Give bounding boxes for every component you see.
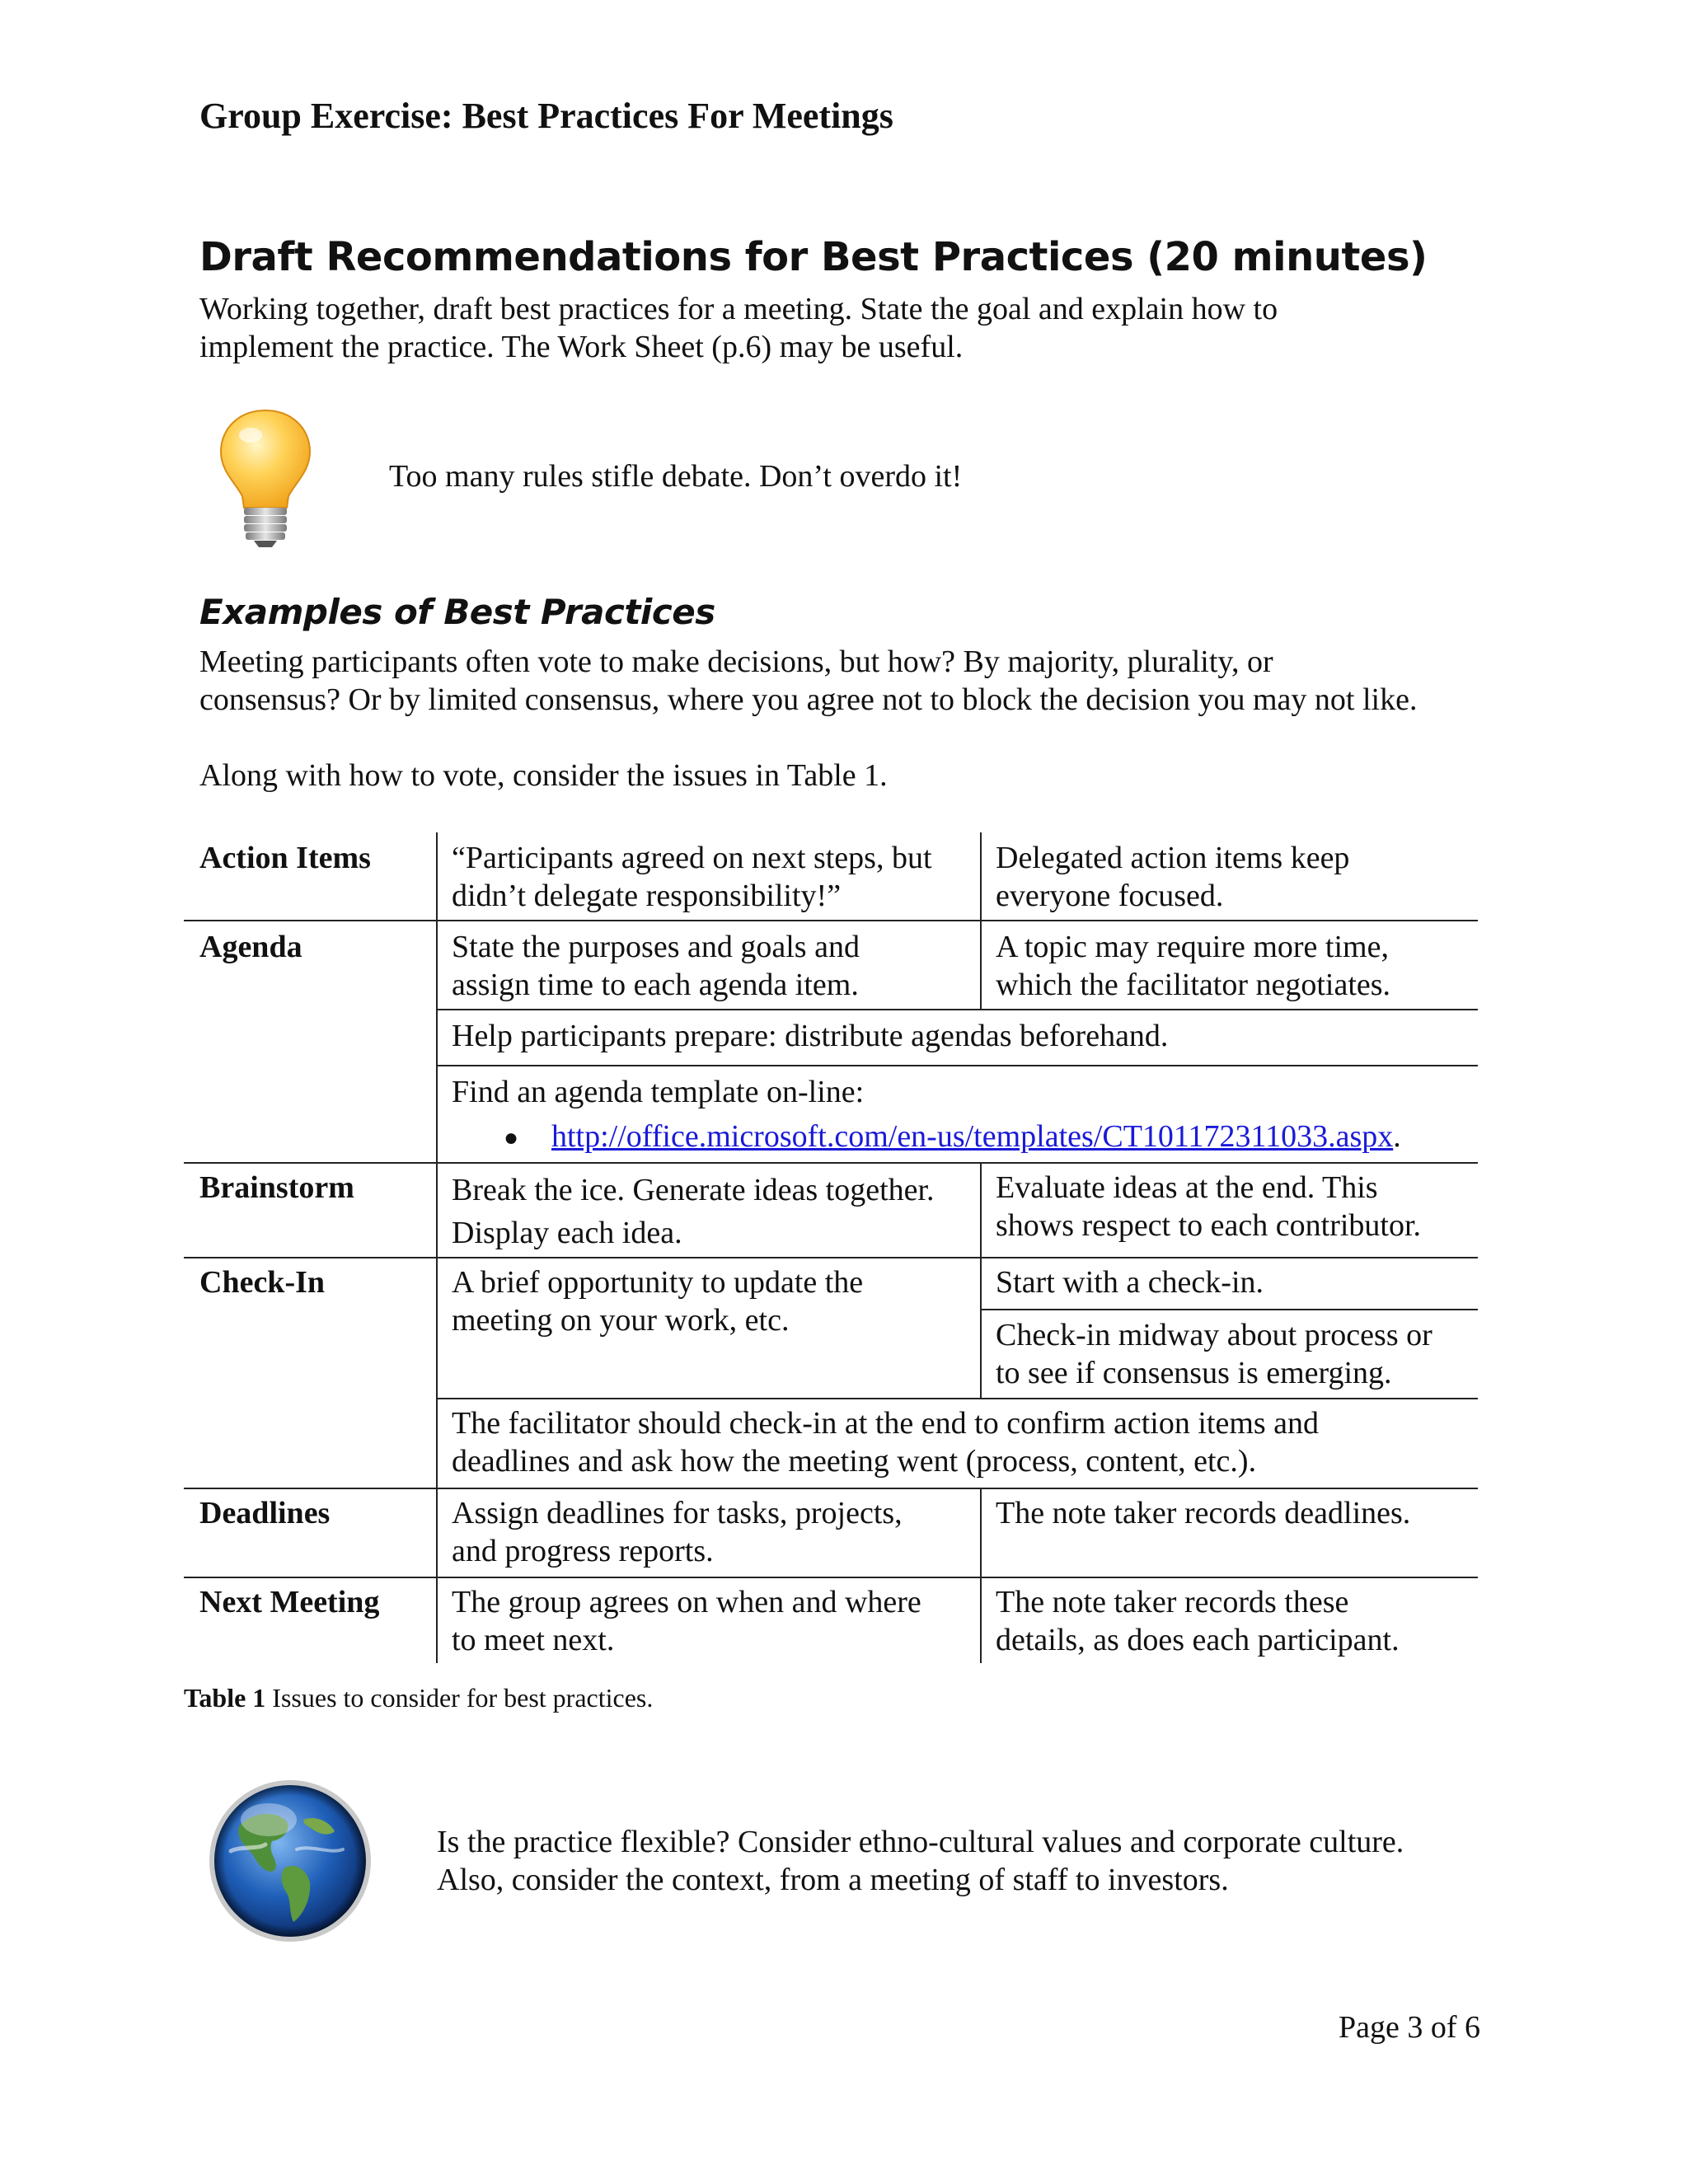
agenda-col2-line1: State the purposes and goals and xyxy=(452,930,860,964)
table-caption xyxy=(184,1683,653,1713)
link-period: . xyxy=(1393,1119,1401,1154)
agenda-col2-line2: assign time to each agenda item. xyxy=(452,968,859,1002)
deadlines-col3: The note taker records deadlines. xyxy=(996,1496,1411,1530)
check-in-col2-line1: A brief opportunity to update the xyxy=(452,1265,864,1300)
check-in-end xyxy=(452,1404,1319,1480)
row-label-action-items: Action Items xyxy=(199,841,371,875)
table-rule xyxy=(980,1162,982,1398)
draft-intro-line2: implement the practice. The Work Sheet (p.6) may be useful. xyxy=(199,330,964,364)
tip-text: Too many rules stifle debate. Don’t overdo it! xyxy=(389,459,963,494)
action-items-col2-line1: “Participants agreed on next steps, but xyxy=(452,841,932,875)
agenda-col3 xyxy=(996,928,1390,1004)
row-label-check-in: Check-In xyxy=(199,1265,326,1300)
agenda-template: Find an agenda template on-line: xyxy=(452,1075,865,1109)
table-rule xyxy=(436,1398,1478,1399)
bullet-dot: ● xyxy=(504,1124,519,1151)
table-rule xyxy=(436,1009,1478,1010)
next-meeting-col3-line1: The note taker records these xyxy=(996,1585,1349,1619)
globe-note-line1: Is the practice flexible? Consider ethno-cultural values and corporate culture. xyxy=(437,1825,1404,1859)
agenda-template-link-item xyxy=(551,1118,1401,1155)
brainstorm-col3-line1: Evaluate ideas at the end. This xyxy=(996,1170,1378,1205)
next-meeting-col3 xyxy=(996,1583,1400,1659)
draft-intro-line1: Working together, draft best practices for a meeting. State the goal and explain how to xyxy=(199,292,1278,326)
check-in-midway-line2: to see if consensus is emerging. xyxy=(996,1356,1392,1390)
deadlines-col2-line2: and progress reports. xyxy=(452,1534,714,1568)
brainstorm-col2-line1: Break the ice. Generate ideas together. xyxy=(452,1173,935,1207)
table-rule xyxy=(184,1162,1478,1164)
examples-line2: consensus? Or by limited consensus, where you agree not to block the decision you may not like. xyxy=(199,682,1418,717)
check-in-end-line1: The facilitator should check-in at the end to confirm action items and xyxy=(452,1406,1320,1441)
examples-heading: Examples of Best Practices xyxy=(199,592,715,632)
agenda-prepare: Help participants prepare: distribute agendas beforehand. xyxy=(452,1019,1169,1053)
next-meeting-col2-line1: The group agrees on when and where xyxy=(452,1585,921,1619)
action-items-col2-line2: didn’t delegate responsibility!” xyxy=(452,879,842,913)
best-practices-table xyxy=(184,832,1478,1663)
agenda-col2 xyxy=(452,928,860,1004)
table-rule xyxy=(980,832,982,1009)
table-rule xyxy=(184,920,1478,921)
agenda-template-link[interactable]: http://office.microsoft.com/en-us/templates/CT101172311033.aspx xyxy=(551,1119,1394,1154)
agenda-col3-line1: A topic may require more time, xyxy=(996,930,1389,964)
check-in-end-line2: deadlines and ask how the meeting went (process, content, etc.). xyxy=(452,1444,1257,1479)
check-in-col2-line2: meeting on your work, etc. xyxy=(452,1303,790,1338)
deadlines-col2-line1: Assign deadlines for tasks, projects, xyxy=(452,1496,903,1530)
row-label-deadlines: Deadlines xyxy=(199,1496,331,1530)
check-in-midway-line1: Check-in midway about process or xyxy=(996,1318,1432,1352)
deadlines-col2 xyxy=(452,1494,903,1570)
check-in-midway xyxy=(996,1316,1432,1392)
row-label-agenda: Agenda xyxy=(199,930,302,964)
action-items-col3-line1: Delegated action items keep xyxy=(996,841,1350,875)
examples-paragraph xyxy=(199,643,1551,719)
brainstorm-col3 xyxy=(996,1169,1421,1244)
page-number: Page 3 of 6 xyxy=(1339,2010,1481,2045)
agenda-col3-line2: which the facilitator negotiates. xyxy=(996,968,1391,1002)
table-rule xyxy=(436,832,438,1663)
action-items-col2 xyxy=(452,839,932,915)
row-label-brainstorm: Brainstorm xyxy=(199,1170,354,1205)
check-in-col2 xyxy=(452,1263,863,1339)
table-rule xyxy=(980,1309,1478,1310)
action-items-col3-line2: everyone focused. xyxy=(996,879,1224,913)
table-rule xyxy=(980,1488,982,1663)
table-rule xyxy=(436,1065,1478,1066)
globe-icon xyxy=(206,1777,374,1945)
brainstorm-col3-line2: shows respect to each contributor. xyxy=(996,1208,1422,1243)
along-text: Along with how to vote, consider the issues in Table 1. xyxy=(199,758,888,793)
table-rule xyxy=(184,1488,1478,1489)
draft-intro xyxy=(199,290,1551,366)
table-rule xyxy=(184,1577,1478,1578)
globe-note-line2: Also, consider the context, from a meeting of staff to investors. xyxy=(437,1863,1229,1897)
globe-note xyxy=(437,1823,1508,1899)
table-rule xyxy=(184,1257,1478,1258)
action-items-col3 xyxy=(996,839,1349,915)
table-caption-text: Issues to consider for best practices. xyxy=(272,1683,654,1713)
check-in-start: Start with a check-in. xyxy=(996,1265,1264,1300)
draft-heading: Draft Recommendations for Best Practices (20 minutes) xyxy=(199,234,1428,280)
lightbulb-icon xyxy=(216,407,315,549)
next-meeting-col2 xyxy=(452,1583,921,1659)
row-label-next-meeting: Next Meeting xyxy=(199,1585,380,1619)
page-header-title: Group Exercise: Best Practices For Meetings xyxy=(199,96,893,136)
brainstorm-col2-line2: Display each idea. xyxy=(452,1216,682,1250)
next-meeting-col3-line2: details, as does each participant. xyxy=(996,1623,1400,1657)
brainstorm-col2 xyxy=(452,1169,935,1254)
next-meeting-col2-line2: to meet next. xyxy=(452,1623,615,1657)
examples-line1: Meeting participants often vote to make decisions, but how? By majority, plurality, or xyxy=(199,644,1273,679)
table-caption-label: Table 1 xyxy=(184,1683,266,1713)
